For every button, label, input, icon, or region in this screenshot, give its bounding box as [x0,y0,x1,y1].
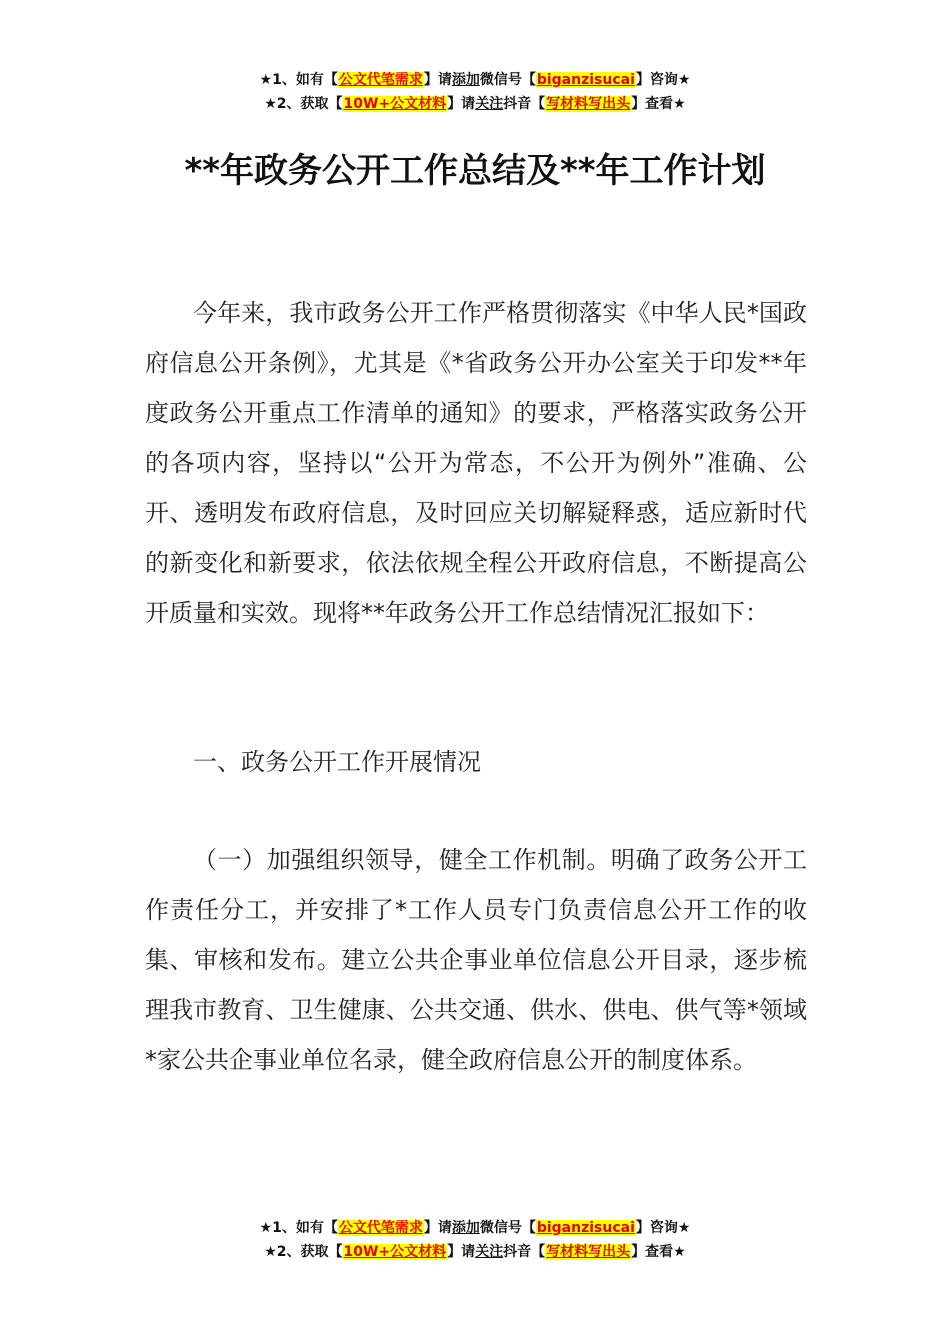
body-paragraph: （一）加强组织领导，健全工作机制。明确了政务公开工作责任分工，并安排了*工作人员专门负责信息公开工作的收集、审核和发布。建立公共企事业单位信息公开目录，逐步梳理我市教育、卫生健康、公共交通、供水、供电、供气等*领域*家公共企事业单位名录，健全政府信息公开的制度体系。 [145,846,807,1074]
banner-line-2: ★2、获取【10W+公文材料】请关注抖音【写材料写出头】查看★ [264,1244,686,1260]
banner-highlight: 写材料写出头 [546,1244,631,1260]
banner-highlight: 10W+公文材料 [343,1244,447,1260]
banner-line-2: ★2、获取【10W+公文材料】请关注抖音【写材料写出头】查看★ [264,96,686,112]
intro-paragraph: 今年来，我市政务公开工作严格贯彻落实《中华人民*国政府信息公开条例》，尤其是《*省政务公开办公室关于印发**年度政务公开重点工作清单的通知》的要求，严格落实政务公开的各项内容，坚持以“公开为常态，不公开为例外”准确、公开、透明发布政府信息，及时回应关切解疑释惑，适应新时代的新变化和新要求，依法依规全程公开政府信息，不断提高公开质量和实效。现将**年政务公开工作总结情况汇报如下： [145,299,807,627]
header-banner [0,68,950,116]
banner-highlight: biganzisucai [536,72,635,88]
document-title: **年政务公开工作总结及**年工作计划 [184,151,766,191]
section-heading: 一、政务公开工作开展情况 [193,748,481,776]
banner-highlight: 写材料写出头 [546,96,631,112]
banner-highlight: 10W+公文材料 [343,96,447,112]
banner-highlight: biganzisucai [536,1220,635,1236]
footer-banner [0,1216,950,1264]
banner-highlight: 公文代笔需求 [338,1220,423,1236]
banner-highlight: 公文代笔需求 [338,72,423,88]
banner-line-1: ★1、如有【公文代笔需求】请添加微信号【biganzisucai】咨询★ [259,1220,691,1236]
banner-line-1: ★1、如有【公文代笔需求】请添加微信号【biganzisucai】咨询★ [259,72,691,88]
